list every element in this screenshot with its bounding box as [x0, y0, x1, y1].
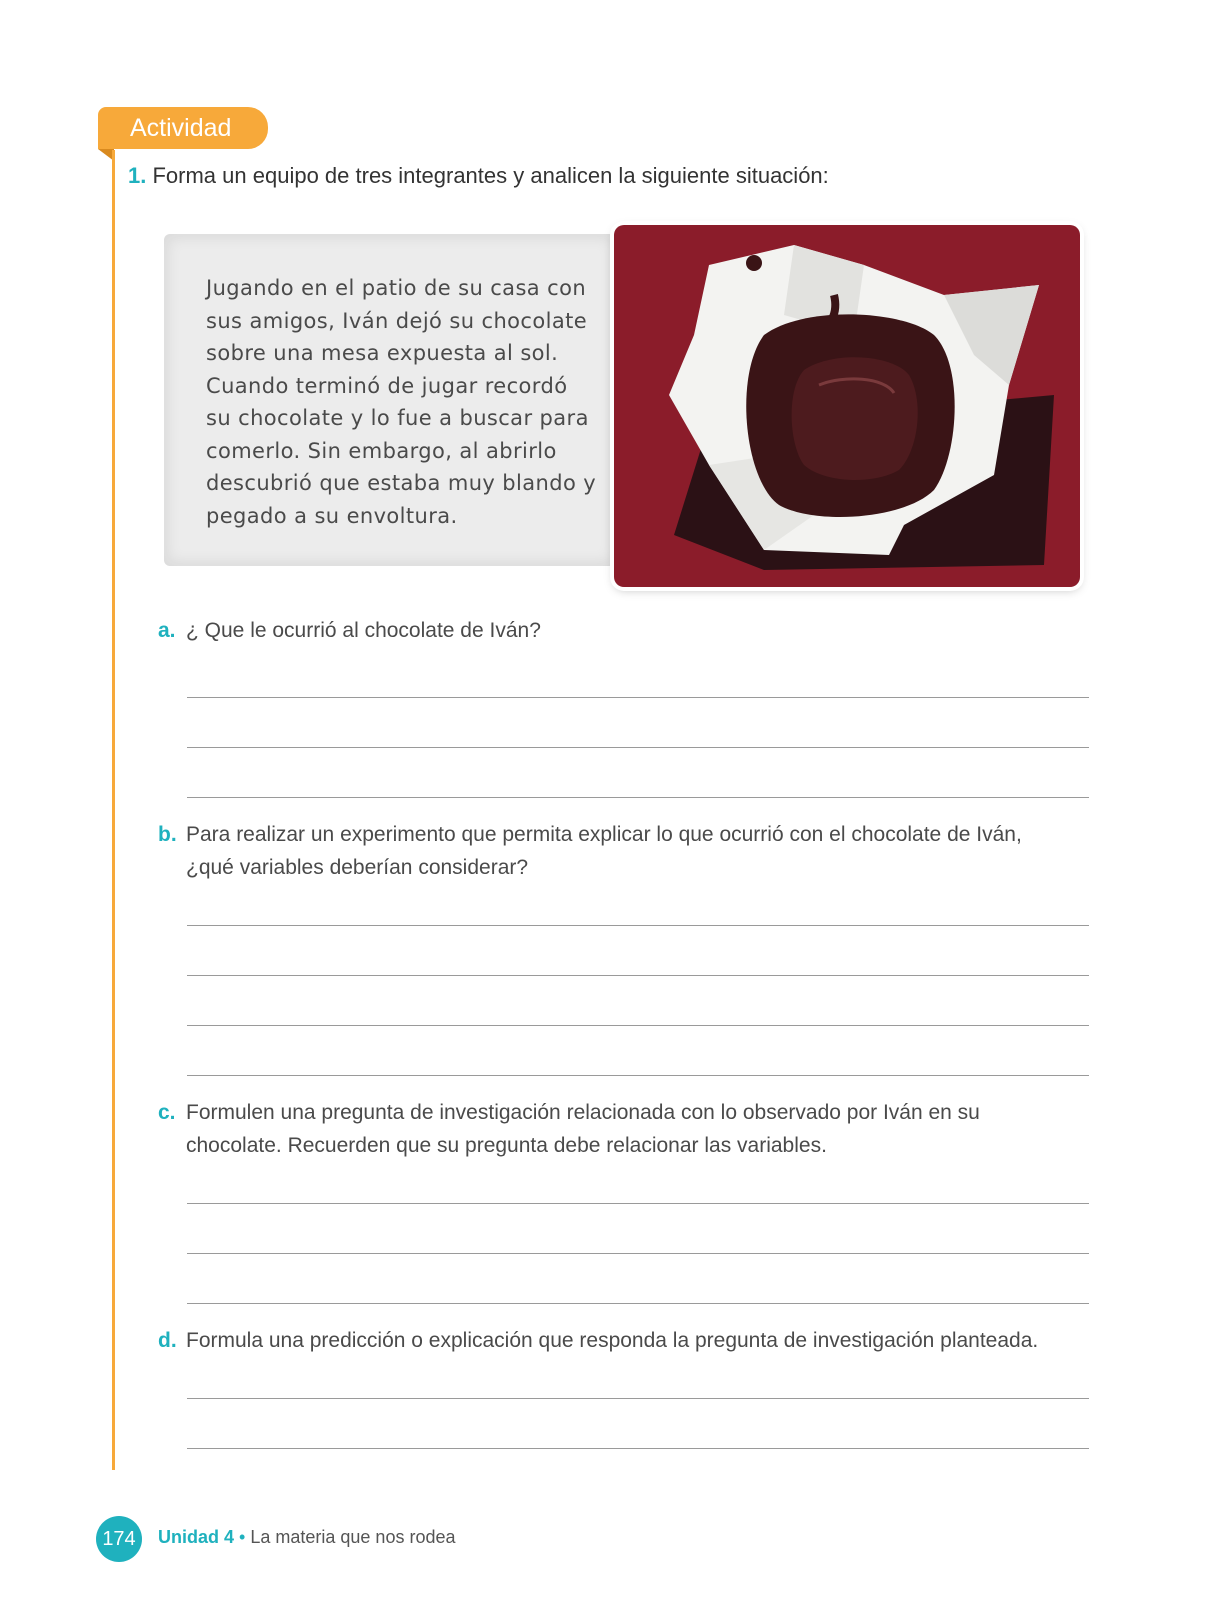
story-line: pegado a su envoltura. — [206, 503, 458, 528]
answer-line-a-1[interactable] — [187, 697, 1089, 698]
question-d — [158, 1325, 1076, 1358]
question-c-line: chocolate. Recuerden que su pregunta debe relacionar las variables. — [186, 1133, 827, 1157]
melted-chocolate-photo — [614, 225, 1080, 587]
question-a — [158, 615, 1076, 648]
page-number-text: 174 — [102, 1528, 136, 1550]
question-d-text — [186, 1325, 1076, 1358]
story-line: su chocolate y lo fue a buscar para — [206, 406, 589, 430]
question-b-line: ¿qué variables deberían considerar? — [186, 855, 529, 879]
answer-line-b-4[interactable] — [187, 1075, 1089, 1076]
question-c — [158, 1097, 1076, 1162]
story-line: Jugando en el patio de su casa con — [206, 276, 587, 300]
question-a-line: ¿ Que le ocurrió al chocolate de Iván? — [186, 619, 541, 642]
answer-line-d-1[interactable] — [187, 1398, 1089, 1399]
activity-badge-label: Actividad — [130, 114, 232, 142]
question-1-text: Forma un equipo de tres integrantes y analicen la siguiente situación: — [152, 163, 829, 188]
answer-line-c-3[interactable] — [187, 1303, 1089, 1304]
question-a-letter: a. — [158, 619, 176, 642]
story-line: sobre una mesa expuesta al sol. — [206, 341, 559, 365]
answer-line-b-1[interactable] — [187, 925, 1089, 926]
story-line: descubrió que estaba muy blando y — [206, 471, 597, 495]
answer-line-d-2[interactable] — [187, 1448, 1089, 1449]
activity-badge — [98, 107, 268, 149]
footer-separator: • — [239, 1527, 246, 1547]
footer-unit: Unidad 4 — [158, 1527, 235, 1547]
question-1-number: 1. — [128, 163, 147, 188]
answer-line-c-1[interactable] — [187, 1203, 1089, 1204]
page-number — [96, 1516, 142, 1562]
chocolate-illustration — [614, 225, 1080, 587]
answer-line-b-2[interactable] — [187, 975, 1089, 976]
question-a-text — [186, 615, 1076, 648]
question-b-line: Para realizar un experimento que permita explicar lo que ocurrió con el chocolate de Iván, — [186, 823, 1022, 846]
answer-line-c-2[interactable] — [187, 1253, 1089, 1254]
answer-line-a-2[interactable] — [187, 747, 1089, 748]
answer-line-a-3[interactable] — [187, 797, 1089, 798]
footer-running-title — [158, 1527, 456, 1548]
question-c-text — [186, 1097, 1076, 1162]
question-b — [158, 819, 1076, 884]
question-b-letter: b. — [158, 823, 177, 846]
footer-subtitle: La materia que nos rodea — [250, 1527, 456, 1547]
activity-side-rule — [112, 150, 115, 1470]
question-b-text — [186, 819, 1076, 884]
story-line: sus amigos, Iván dejó su chocolate — [206, 308, 588, 333]
story-line: Cuando terminó de jugar recordó — [206, 373, 568, 398]
question-c-line: Formulen una pregunta de investigación relacionada con lo observado por Iván en su — [186, 1101, 980, 1124]
answer-line-b-3[interactable] — [187, 1025, 1089, 1026]
story-text — [206, 272, 616, 532]
question-c-letter: c. — [158, 1101, 176, 1124]
question-1 — [128, 163, 829, 189]
question-d-line: Formula una predicción o explicación que responda la pregunta de investigación planteada. — [186, 1329, 1039, 1352]
story-line: comerlo. Sin embargo, al abrirlo — [206, 438, 557, 463]
question-d-letter: d. — [158, 1329, 177, 1352]
